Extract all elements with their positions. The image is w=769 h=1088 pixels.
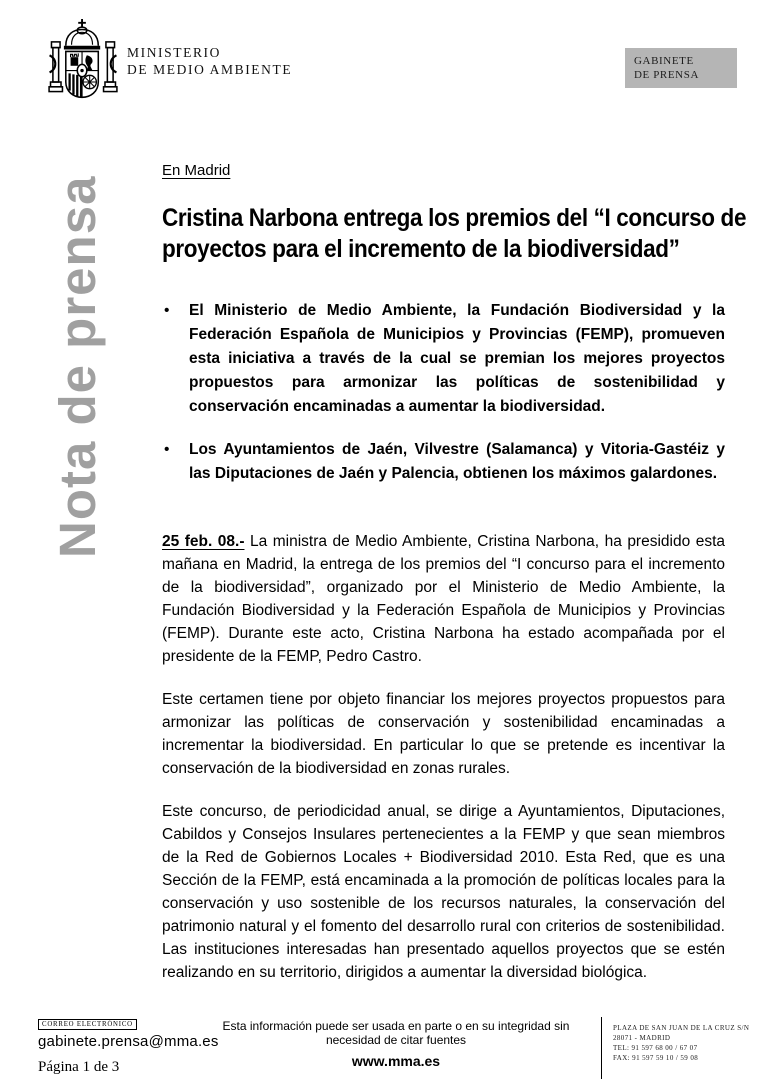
address-line1: PLAZA DE SAN JUAN DE LA CRUZ S/N bbox=[613, 1024, 750, 1032]
email-label-box: CORREO ELECTRÓNICO bbox=[38, 1019, 137, 1030]
address-line3: TEL: 91 597 68 00 / 67 07 bbox=[613, 1044, 698, 1052]
document-title-line1: Cristina Narbona entrega los premios del “I concurso de bbox=[162, 204, 747, 232]
dateline-location: En Madrid bbox=[162, 162, 231, 179]
date-lead: 25 feb. 08.- bbox=[162, 533, 245, 550]
website-url: www.mma.es bbox=[351, 1053, 441, 1069]
document-title-line2: proyectos para el incremento de la biodiversidad” bbox=[162, 235, 680, 263]
footer-divider bbox=[601, 1017, 602, 1079]
ministry-line1: MINISTERIO bbox=[127, 45, 221, 60]
body-paragraph-2: Este certamen tiene por objeto financiar los mejores proyectos propuestos para armonizar las políticas de conservación y sostenibilidad encaminadas a incrementar la biodiversidad. En particular lo que se pretende es incentivar la conservación de la biodiversidad en zonas rurales. bbox=[162, 691, 725, 777]
body-paragraph-1-text: La ministra de Medio Ambiente, Cristina Narbona, ha presidido esta mañana en Madrid, la entrega de los premios del “I concurso para el incremento de la biodiversidad”, organizado por el Ministerio de Medio Ambiente, la Fundación Biodiversidad y la Federación Española de Municipios y Provincias (FEMP). Durante este acto, Cristina Narbona ha estado acompañada por el presidente de la FEMP, Pedro Castro. bbox=[162, 533, 726, 665]
spain-coat-of-arms-icon bbox=[40, 13, 126, 109]
body-paragraph-1 bbox=[162, 530, 725, 668]
address-line4: FAX: 91 597 59 10 / 59 08 bbox=[613, 1054, 699, 1062]
bullet-item: • Los Ayuntamientos de Jaén, Vilvestre (Salamanca) y Vitoria-Gastéiz y las Diputaciones de Jaén y Palencia, obtienen los máximos galardones. bbox=[189, 438, 725, 486]
postal-address bbox=[613, 1023, 749, 1063]
ministry-name bbox=[127, 44, 292, 78]
press-badge-line2: DE PRENSA bbox=[634, 69, 699, 81]
highlight-bullet-list bbox=[162, 299, 725, 486]
page-indicator: Página 1 de 3 bbox=[38, 1059, 120, 1075]
body-paragraph-3: Este concurso, de periodicidad anual, se dirige a Ayuntamientos, Diputaciones, Cabildos y Consejos Insulares pertenecientes a la FEMP y que sean miembros de la Red de Gobiernos Locales + Biodiversidad 2010. Esta Red, que es una Sección de la FEMP, está encaminada a la promoción de políticas locales para la conservación y uso sostenible de los recursos naturales, la conservación del patrimonio natural y el fomento del desarrollo rural con criterios de sostenibilidad. Las instituciones interesadas han presentado aquellos proyectos que se estén realizando en su territorio, dirigidos a aumentar la diversidad biológica. bbox=[162, 803, 725, 981]
document-body bbox=[162, 162, 747, 1004]
bullet-item: • El Ministerio de Medio Ambiente, la Fundación Biodiversidad y la Federación Española de Municipios y Provincias (FEMP), promueven esta iniciativa a través de la cual se premian los mejores proyectos propuestos para armonizar las políticas de sostenibilidad y conservación encaminadas a aumentar la biodiversidad. bbox=[189, 299, 725, 419]
press-office-email: gabinete.prensa@mma.es bbox=[38, 1033, 219, 1050]
document-title bbox=[162, 203, 747, 265]
press-office-badge bbox=[625, 48, 737, 88]
press-badge-line1: GABINETE bbox=[634, 55, 694, 67]
nota-de-prensa-banner: Nota de prensa bbox=[49, 175, 106, 558]
ministry-line2: DE MEDIO AMBIENTE bbox=[127, 62, 293, 77]
usage-note: Esta información puede ser usada en parte o en su integridad sin necesidad de citar fuentes bbox=[222, 1019, 570, 1047]
address-line2: 28071 - MADRID bbox=[613, 1034, 671, 1042]
